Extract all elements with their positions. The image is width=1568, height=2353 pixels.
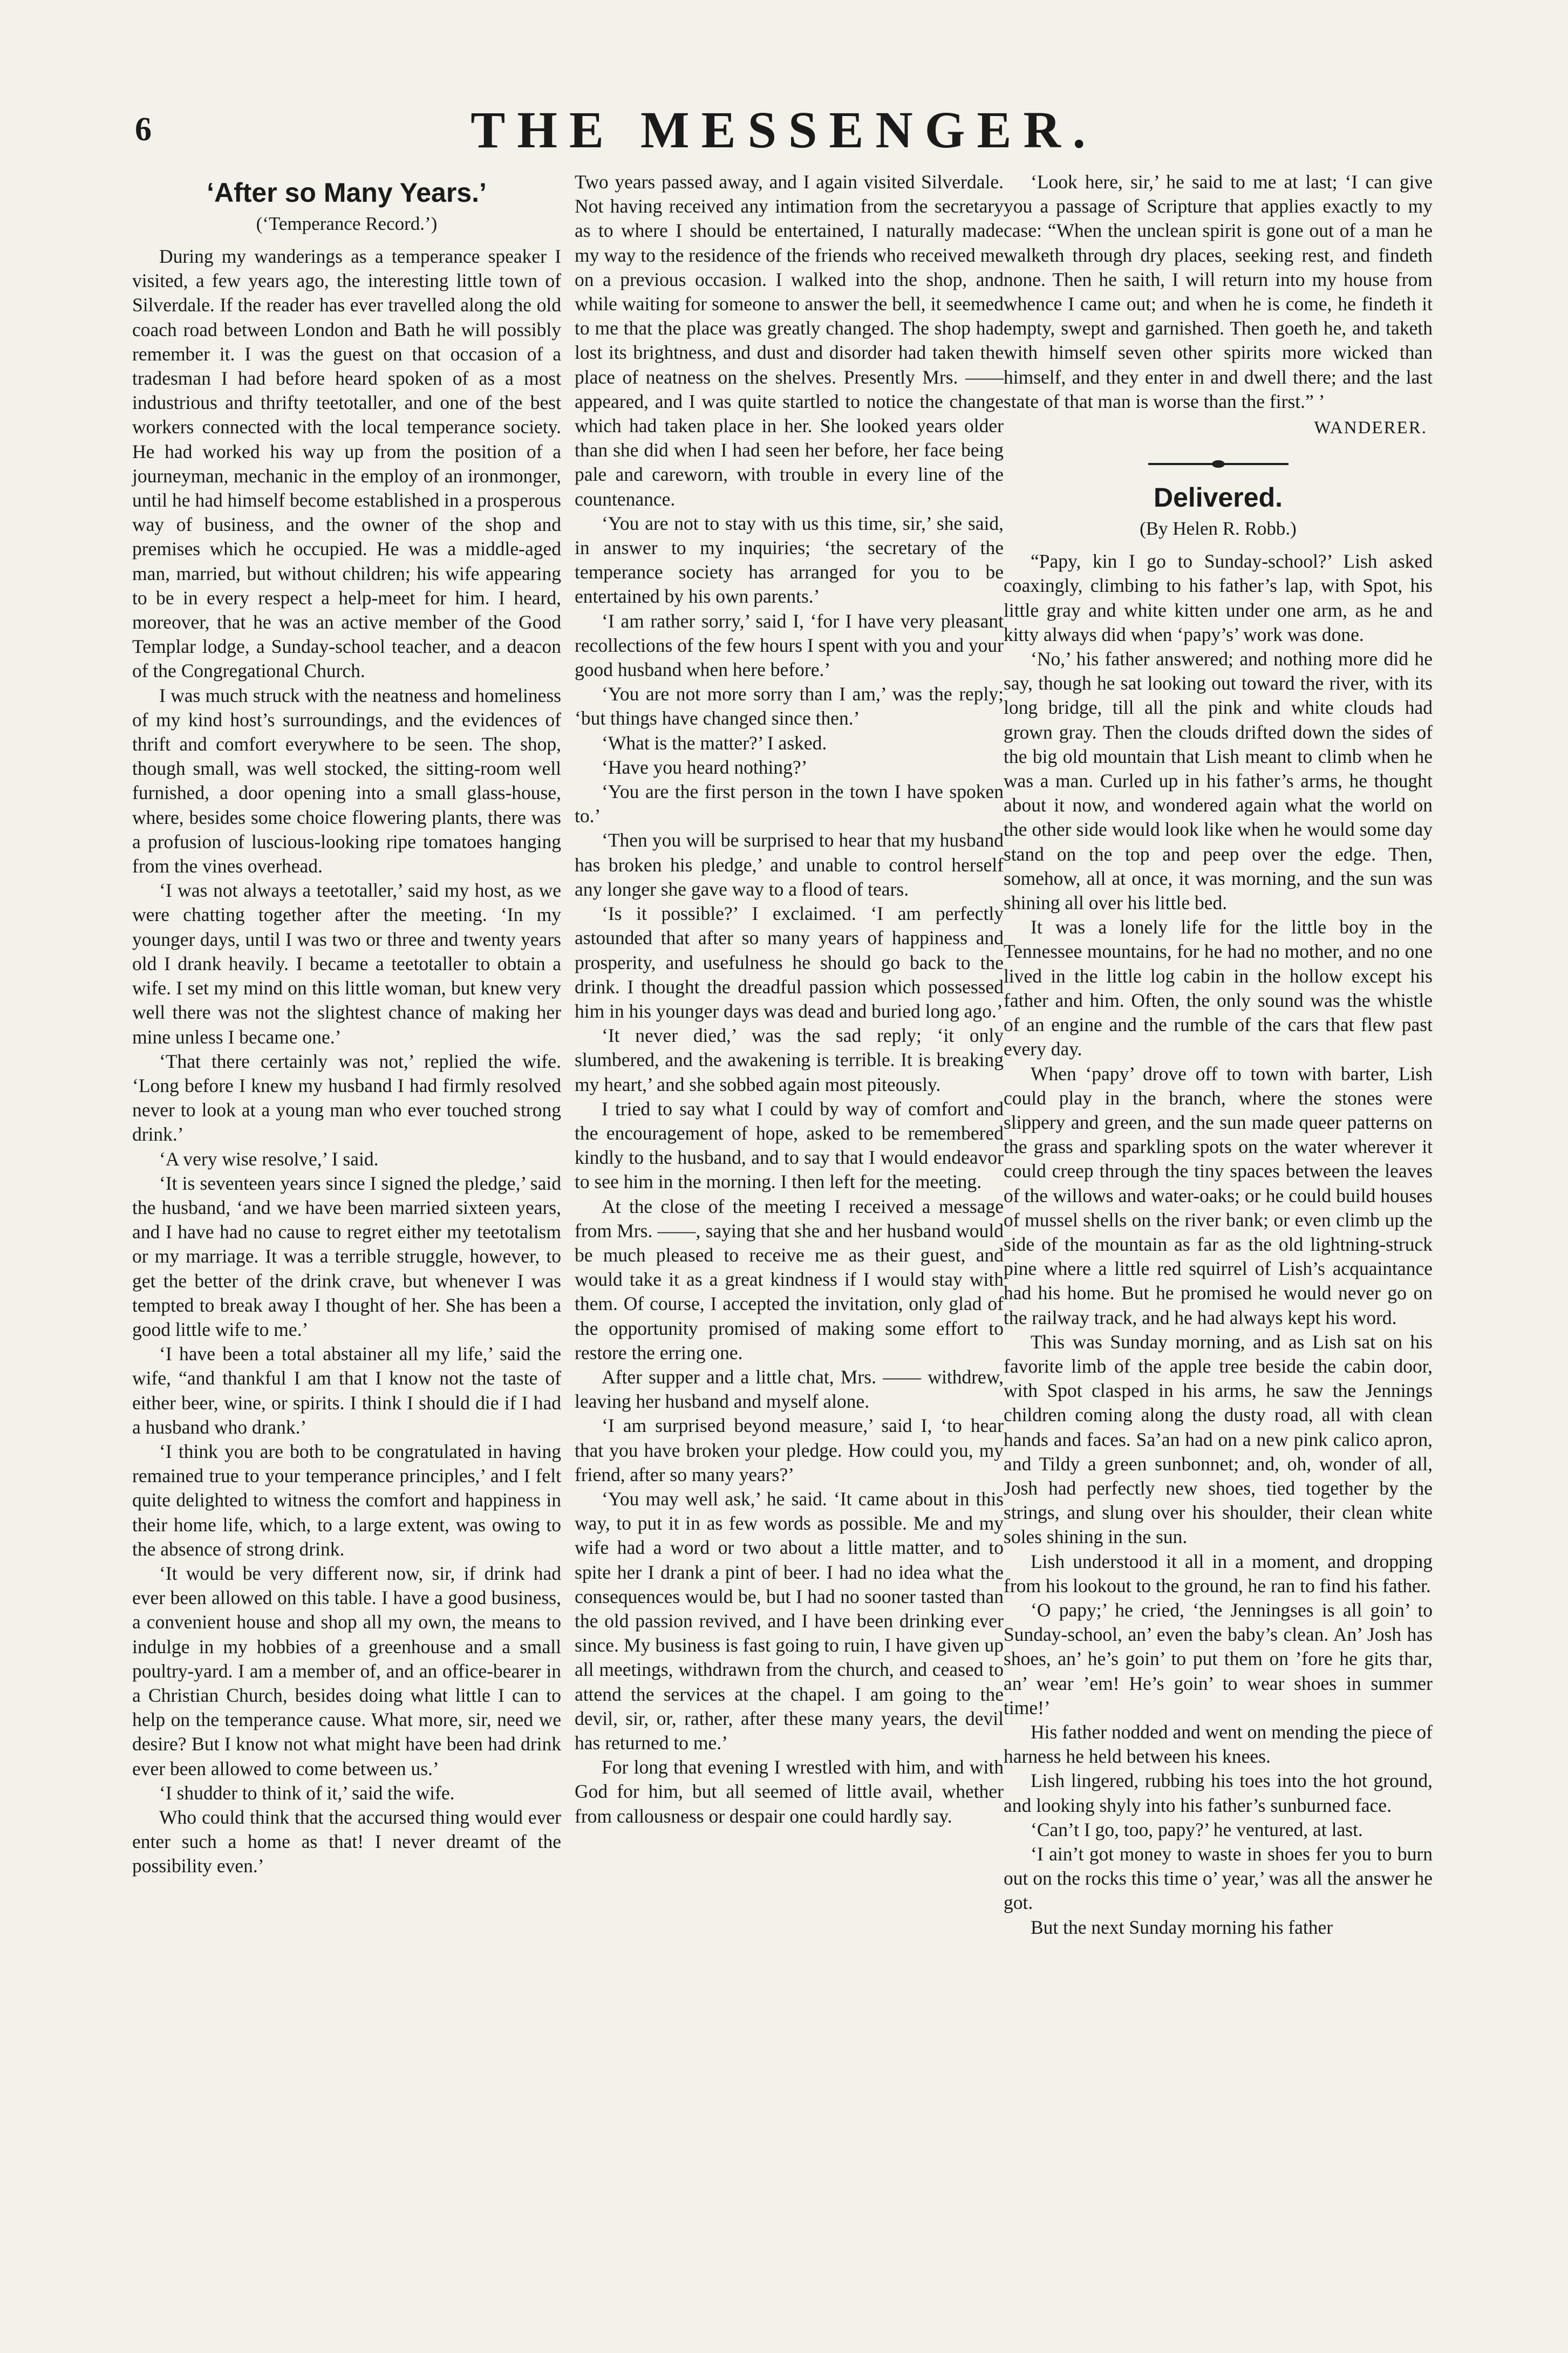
paragraph: ‘A very wise resolve,’ I said. xyxy=(159,1148,379,1170)
paragraph: ‘I am rather sorry,’ said I, ‘for I have very pleasant recollections of the few hours I spent with you and your good husband when here before.’ xyxy=(575,610,1004,681)
paragraph: ‘Can’t I go, too, papy?’ he ventured, at last. xyxy=(1031,1818,1363,1840)
paragraph: After supper and a little chat, Mrs. —— withdrew, leaving her husband and myself alone. xyxy=(575,1366,1004,1413)
paragraph: Lish understood it all in a moment, and dropping from his lookout to the ground, he ran to find his father. xyxy=(1004,1550,1433,1597)
paragraph: ‘It never died,’ was the sad reply; ‘it only slumbered, and the awakening is terrible. It is breaking my heart,’ and she sobbed again most piteously. xyxy=(575,1025,1004,1095)
masthead: THE MESSENGER. xyxy=(471,101,1097,159)
paragraph: ‘I have been a total abstainer all my life,’ said the wife, “and thankful I am that I know not the taste of either beer, wine, or spirits. I think I should die if I had a husband who drank.’ xyxy=(132,1343,561,1438)
paragraph: ‘I shudder to think of it,’ said the wife. xyxy=(159,1782,455,1804)
paragraph: ‘You are the first person in the town I have spoken to.’ xyxy=(575,781,1004,827)
page-number: 6 xyxy=(135,111,152,148)
paragraph: ‘I ain’t got money to waste in shoes fer you to burn out on the rocks this time o’ year,’ was all the answer he got. xyxy=(1004,1843,1433,1914)
paragraph: Two years passed away, and I again visited Silverdale. Not having received any intimation from the secretary as to where I should be entertained, I naturally made my way to the residence of the friends who received me on a previous occasion. I walked into the shop, and while waiting for someone to answer the bell, it seemed to me that the place was greatly changed. The shop had lost its brightness, and dust and disorder had taken the place of neatness on the shelves. Presently Mrs. —— appeared, and I was quite startled to notice the change which had taken place in her. She looked years older than she did when I had seen her before, her face being pale and careworn, with trouble in every line of the countenance. xyxy=(575,171,1004,510)
paragraph: For long that evening I wrestled with him, and with God for him, but all seemed of little avail, whether from callousness or despair one could hardly say. xyxy=(575,1756,1004,1827)
article-signature: WANDERER. xyxy=(1314,418,1427,438)
paragraph: At the close of the meeting I received a message from Mrs. ——, saying that she and her husband would be much pleased to receive me as their guest, and would take it as a great kindness if I would stay with them. Of course, I accepted the invitation, only glad of the opportunity promised of making some effort to restore the erring one. xyxy=(575,1195,1004,1363)
paragraph: Who could think that the accursed thing would ever enter such a home as that! I never dreamt of the possibility even.’ xyxy=(132,1806,561,1877)
paragraph: Lish lingered, rubbing his toes into the hot ground, and looking shyly into his father’s sunburned face. xyxy=(1004,1770,1433,1816)
paragraph: ‘O papy;’ he cried, ‘the Jenningses is all goin’ to Sunday-school, an’ even the baby’s clean. An’ Josh has shoes, an’ he’s goin’ to put them on ’fore he gits thar, an’ wear ’em! He’s goin’ to wear shoes in summer time!’ xyxy=(1004,1599,1433,1718)
paragraph: ‘You may well ask,’ he said. ‘It came about in this way, to put it in as few words as possible. Me and my wife had a word or two about a little matter, and to spite her I drank a pint of beer. I had no idea what the consequences would be, but I had no sooner tasted than the old passion revived, and I have been drinking ever since. My business is fast going to ruin, I have given up all meetings, withdrawn from the church, and ceased to attend the services at the chapel. I am going to the devil, sir, or, rather, after these many years, the devil has returned to me.’ xyxy=(575,1488,1004,1754)
paragraph: ‘That there certainly was not,’ replied the wife. ‘Long before I knew my husband I had firmly resolved never to look at a young man who ever touched strong drink.’ xyxy=(132,1050,561,1145)
paragraph: ‘It is seventeen years since I signed the pledge,’ said the husband, ‘and we have been married sixteen years, and I have had no cause to regret either my teetotalism or my marriage. It was a terrible struggle, however, to get the better of the drink crave, but whenever I was tempted to break away I thought of her. She has been a good little wife to me.’ xyxy=(132,1172,561,1340)
paragraph: This was Sunday morning, and as Lish sat on his favorite limb of the apple tree beside the cabin door, with Spot clasped in his arms, he saw the Jennings children coming along the dusty road, all with clean hands and faces. Sa’an had on a new pink calico apron, and Tildy a green sunbonnet; and, oh, wonder of all, Josh had perfectly new shoes, tied together by the strings, and slung over his shoulder, their clean white soles shining in the sun. xyxy=(1004,1331,1433,1548)
column-2 xyxy=(575,170,1004,1829)
paragraph: It was a lonely life for the little boy in the Tennessee mountains, for he had no mother, and no one lived in the little log cabin in the hollow except his father and him. Often, the only sound was the whistle of an engine and the rumble of the cars that flew past every day. xyxy=(1004,916,1433,1060)
paragraph: During my wanderings as a temperance speaker I visited, a few years ago, the interesting little town of Silverdale. If the reader has ever travelled along the old coach road between London and Bath he will possibly remember it. I was the guest on that occasion of a tradesman I had before heard spoken of as a most industrious and thrifty teetotaller, and one of the best workers connected with the local temperance society. He had worked his way up from the position of a journeyman, mechanic in the employ of an ironmonger, until he had himself become established in a prosperous way of business, and the owner of the shop and premises which he occupied. He was a middle-aged man, married, but without children; his wife appearing to be in every respect a help-meet for him. I heard, moreover, that he was an active member of the Good Templar lodge, a Sunday-school teacher, and a deacon of the Congregational Church. xyxy=(132,245,561,682)
paragraph: When ‘papy’ drove off to town with barter, Lish could play in the branch, where the stones were slippery and green, and the sun made queer patterns on the grass and sparkling spots on the water wherever it could creep through the tiny spaces between the leaves of the willows and water-oaks; or he could build houses of mussel shells on the river bank; or even climb up the side of the mountain as far as the old lightning-struck pine where a little red squirrel of Lish’s acquaintance had his home. But he promised he would never go on the railway track, and he had always kept his word. xyxy=(1004,1062,1433,1328)
article-source: (‘Temperance Record.’) xyxy=(256,213,438,234)
paragraph: “Papy, kin I go to Sunday-school?’ Lish asked coaxingly, climbing to his father’s lap, with Spot, his little gray and white kitten under one arm, as he and kitty always did when ‘papy’s’ work was done. xyxy=(1004,550,1433,645)
paragraph: ‘Is it possible?’ I exclaimed. ‘I am perfectly astounded that after so many years of happiness and prosperity, and usefulness he should go back to the drink. I thought the dreadful passion which possessed him in his younger days was dead and buried long ago.’ xyxy=(575,903,1004,1022)
paragraph: ‘You are not to stay with us this time, sir,’ she said, in answer to my inquiries; ‘the secretary of the temperance society has arranged for you to be entertained by his own parents.’ xyxy=(575,512,1004,608)
paragraph: ‘You are not more sorry than I am,’ was the reply; ‘but things have changed since then.’ xyxy=(575,683,1004,729)
paragraph: ‘I think you are both to be congratulated in having remained true to your temperance principles,’ and I felt quite delighted to witness the comfort and happiness in their home life, which, to a large extent, was owing to the absence of strong drink. xyxy=(132,1440,561,1560)
paragraph: But the next Sunday morning his father xyxy=(1031,1916,1333,1938)
paragraph: ‘It would be very different now, sir, if drink had ever been allowed on this table. I have a good business, a convenient house and shop all my own, the means to indulge in my hobbies of a greenhouse and a small poultry-yard. I am a member of, and an office-bearer in a Christian Church, besides doing what little I can to help on the temperance cause. What more, sir, need we desire? But I know not what might have been had drink ever been allowed to come between us.’ xyxy=(132,1562,561,1779)
paragraph: His father nodded and went on mending the piece of harness he held between his knees. xyxy=(1004,1721,1433,1768)
article-title: Delivered. xyxy=(1153,482,1283,513)
paragraph: ‘No,’ his father answered; and nothing more did he say, though he sat looking out toward the river, with its long bridge, till all the pink and white clouds had grown gray. Then the clouds drifted down the sides of the big old mountain that Lish meant to climb when he was a man. Curled up in his father’s arms, he thought about it now, and wondered again what the world on the other side would look like when he would some day stand on the top and peep over the edge. Then, somehow, all at once, it was morning, and the sun was shining all over his little bed. xyxy=(1004,648,1433,914)
paragraph: I tried to say what I could by way of comfort and the encouragement of hope, asked to be remembered kindly to the husband, and to say that I would endeavor to see him in the morning. I then left for the meeting. xyxy=(575,1097,1004,1193)
section-divider xyxy=(1148,463,1289,465)
paragraph: ‘Have you heard nothing?’ xyxy=(602,756,808,778)
column-3 xyxy=(1004,170,1433,1940)
paragraph: ‘Look here, sir,’ he said to me at last; ‘I can give you a passage of Scripture that applies exactly to my case: “When the unclean spirit is gone out of a man he walketh through dry places, seeking rest, and findeth none. Then he saith, I will return into my house from whence I came out; and when he is come, he findeth it empty, swept and garnished. Then goeth he, and taketh with himself seven other spirits more wicked than himself, and they enter in and dwell there; and the last state of that man is worse than the first.” ’ xyxy=(1004,171,1433,412)
paragraph: ‘What is the matter?’ I asked. xyxy=(602,732,827,754)
article-title: ‘After so Many Years.’ xyxy=(207,178,487,208)
paragraph: ‘I was not always a teetotaller,’ said my host, as we were chatting together after the meeting. ‘In my younger days, until I was two or three and twenty years old I drank heavily. I became a teetotaller to obtain a wife. I set my mind on this little woman, but knew very well there was not the slightest chance of making her mine unless I became one.’ xyxy=(132,879,561,1048)
article-byline: (By Helen R. Robb.) xyxy=(1140,518,1297,540)
paragraph: I was much struck with the neatness and homeliness of my kind host’s surroundings, and the evidences of thrift and comfort everywhere to be seen. The shop, though small, was well stocked, the sitting-room well furnished, a door opening into a small glass-house, where, besides some choice flowering plants, there was a profusion of luscious-looking ripe tomatoes hanging from the vines overhead. xyxy=(132,684,561,877)
paragraph: ‘I am surprised beyond measure,’ said I, ‘to hear that you have broken your pledge. How could you, my friend, after so many years?’ xyxy=(575,1415,1004,1485)
column-1 xyxy=(132,170,561,1879)
paragraph: ‘Then you will be surprised to hear that my husband has broken his pledge,’ and unable to control herself any longer she gave way to a flood of tears. xyxy=(575,829,1004,900)
